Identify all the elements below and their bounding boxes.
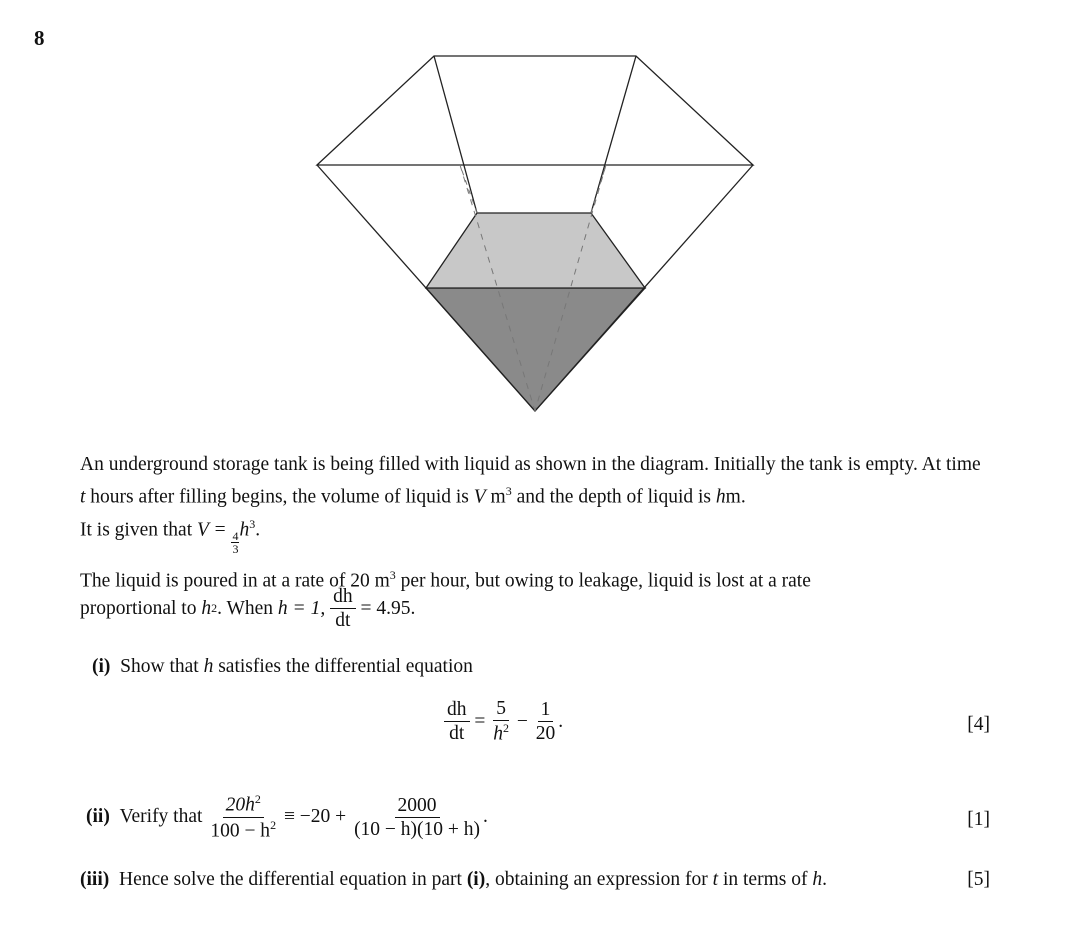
question-number: 8 [34,26,45,50]
part-ii-line: (ii) Verify that $\frac{20h^2}{100 - h^2}$ ≡ −20 + $\frac{2000}{(10 - h)(10 + h)}$ . [86,792,488,842]
part-i-equation: $\frac{dh}{dt}$ = $\frac{5}{h^2}$ − $\frac{1}{20}$ . [444,698,563,745]
part-i-marks: [4] [967,714,990,735]
rate-paragraph-line2: proportional to h 2 . When h = 1, $\frac{dh}{dt}$ = 4.95. [80,586,416,632]
edge-front-right [591,56,636,213]
part-ii-marks: [1] [967,809,990,830]
part-iii-line: (iii) Hence solve the differential equation in part (i) , obtaining an expression for t in terms of h . [80,869,827,890]
liquid-body [426,288,645,411]
part-ii-lhs-fraction: $\frac{20h^2}{100 - h^2}$ [210,792,277,842]
edge-front-left [434,56,477,213]
dh-dt-fraction: $\frac{dh}{dt}$ [330,586,356,632]
tank-diagram [0,0,1080,440]
part-ii-rhs-fraction: $\frac{2000}{(10 - h)(10 + h)}$ [354,794,481,840]
intro-paragraph: An underground storage tank is being filled with liquid as shown in the diagram. Initially the tank is empty. At time t hours after filling begins, the volume of liquid is V $m^3$ and the depth of liquid is hm. It is given that V = $\frac{4}{3}$ $h^3$. [80,454,981,557]
part-iii-marks: [5] [967,869,990,890]
tank-top [317,56,753,165]
rate-paragraph-line1: The liquid is poured in at a rate of 20 $m^3$ per hour, but owing to leakage, liquid is lost at a rate [80,568,811,592]
part-i-text: (i) Show that h satisfies the differential equation [92,656,473,677]
liquid-surface [426,213,645,288]
four-thirds-fraction: $\frac{4}{3}$ [232,529,239,557]
